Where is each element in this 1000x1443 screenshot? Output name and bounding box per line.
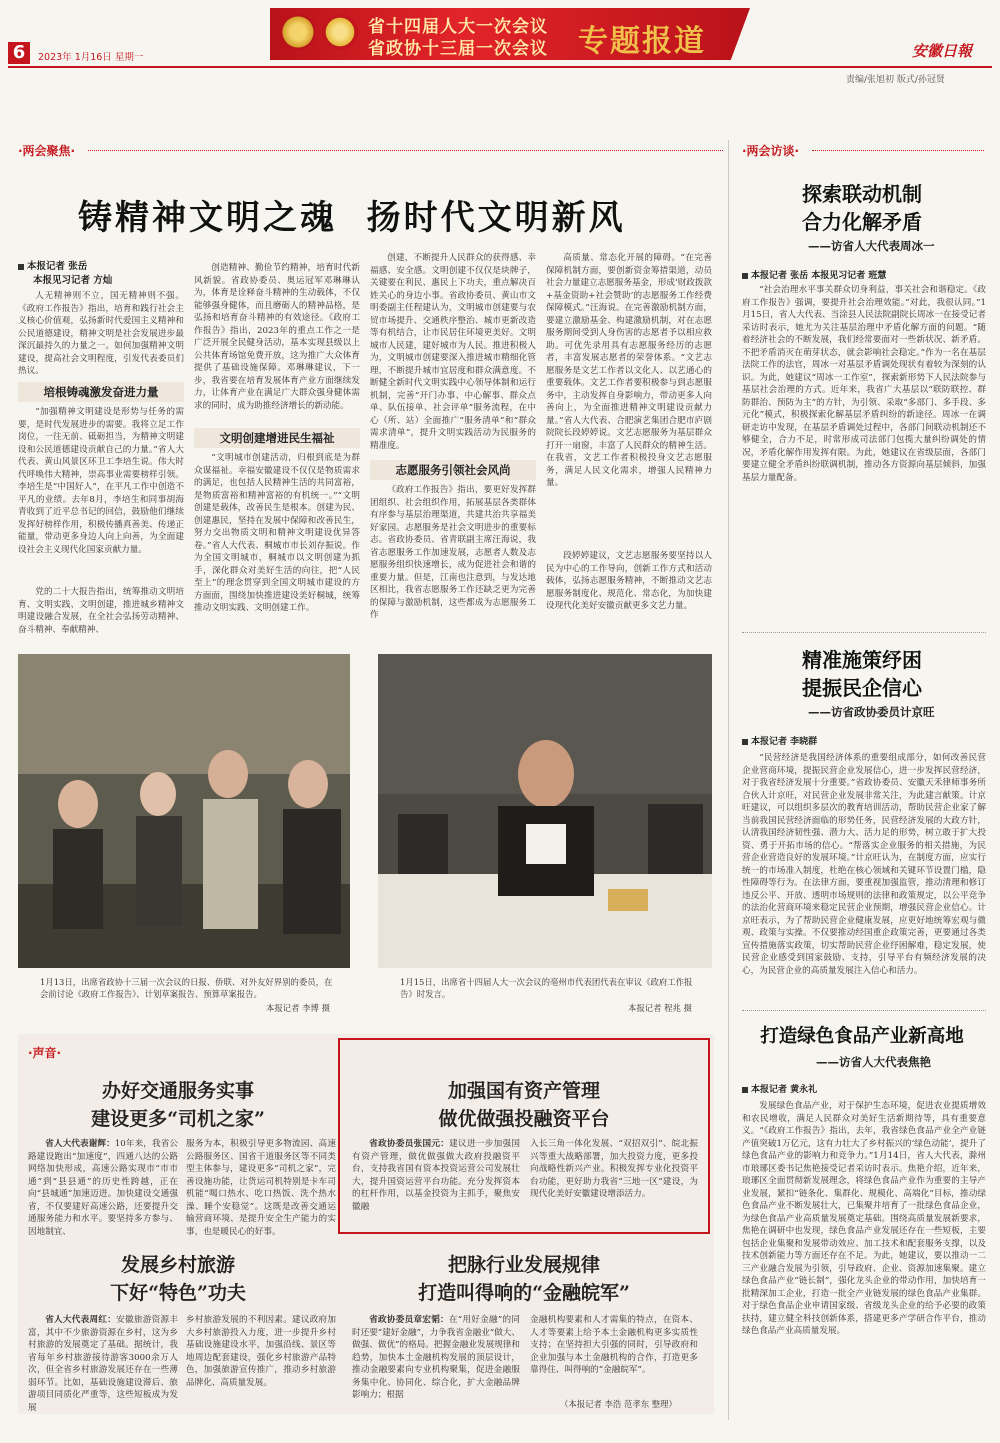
interview3-rule xyxy=(742,1010,986,1011)
interview1-subtitle: ——访省人大代表周冰一 xyxy=(808,239,935,253)
banner-line1: 省十四届人大一次会议 xyxy=(368,17,548,37)
voice4-speaker: 省政协委员章宏韬： xyxy=(369,1315,449,1325)
voice2-title2: 做优做强投融资平台 xyxy=(438,1108,610,1130)
interview3-subtitle: ——访省人大代表焦艳 xyxy=(816,1055,931,1069)
interview2-byline: 本报记者 李晓群 xyxy=(742,734,817,747)
photo-cppcc-discussion xyxy=(18,654,350,968)
voice3-title2: 下好“特色”功夫 xyxy=(110,1282,246,1304)
voice4-text-left: 省政协委员章宏韬：在“用好金融”的同时还要“建好金融”，力争我省金融业“做大、做强、做优”的格局。把握金融业发展规律和趋势，加快本土金融机构发展的顶层设计，推动金融要素向专业机构聚集，促进金融服务集中化、协同化、综合化，扩大金融品牌影响力；根据 xyxy=(352,1315,520,1400)
voices-credit: （本报记者 李浩 范孝东 整理） xyxy=(560,1399,677,1409)
interview2-text: “民营经济是我国经济体系的重要组成部分，如何改善民营企业营商环境，提振民营企业发展信心，进一步发挥民营经济，对于我省经济发展十分重要。”省政协委员、安徽天禾律师事务所合伙人计京旺，对民营企业发展非常关注，为此建言献策。计京旺建议，可以组织多层次的教育培训活动，帮助民营企业家了解当前我国民营经济面临的形势任务，民营经济发展的大政方针，认清我国经济韧性强、潜力大、活力足的形势，树立敢于扩大投资、勇于开拓市场的信心。“帮落实企业服务的相关措施，为民营企业营造良好的发展环境。”计京旺认为，在制度方面，应实行统一的市场准入制度，杜绝在核心领域和关键环节设置门槛，隐性障碍等行为。在法律方面，要重视加强监管，推动清理和修订违反公平、开放、透明市场规则的法律和政策规定，以公平竞争的法治化营商环境来稳定民营企业预期，增强民营企业信心。计京旺表示，为了帮助民营企业健康发展，应更好地统筹宏观与微观、政策与实操。不仅要推动经国重企政策完善，更要通过各类宣传措施落实政策，切实帮助民营企业纾困解难，稳定发展，使民营企业感受到国家鼓励、支持，引导平台有频经济发展的决心，为民营企业的高质量发展注入信心和活力。 xyxy=(742,753,986,976)
voice1-text-left: 省人大代表谢辉：10年来，我省公路建设跑出“加速度”，四通八达的公路网络加快形成，高速公路实现市“市市通”到“县县通”的历史性跨越，正在向“县城通”加速迈进。加快建设交通强省，不仅要建好高速公路，还要提升交通服务能力和水平。要坚持多方参与、因地制宜、 xyxy=(28,1139,178,1237)
subhead-1: 培根铸魂激发奋进力量 xyxy=(18,382,184,402)
interview1-title2: 合力化解矛盾 xyxy=(802,210,922,234)
main-headline: 铸精神文明之魂 扬时代文明新风 xyxy=(78,198,626,238)
column-divider xyxy=(728,140,729,1420)
header-bar xyxy=(0,0,1000,85)
voice3-speaker: 省人大代表周红： xyxy=(45,1315,117,1325)
cppcc-emblem-icon xyxy=(322,14,358,50)
section-tag-focus: ·两会聚焦· xyxy=(18,144,76,158)
voice1-title2: 建设更多“司机之家” xyxy=(91,1108,265,1130)
section-tag-interview: ·两会访谈· xyxy=(742,144,800,158)
interview2-rule xyxy=(742,632,986,633)
voice1-title1: 办好交通服务实事 xyxy=(101,1080,254,1102)
article-col4-p2: 段婷婷建议，文艺志愿服务要坚持以人民为中心的工作导向，创新工作方式和活动载体，弘扬志愿服务精神，不断推动文艺志愿服务制度化、规范化、常态化，为加快建设现代化美好安徽贡献更多文艺力量。 xyxy=(546,551,712,611)
paper-name: 安徽日報 xyxy=(912,42,973,60)
voice2-text-left: 省政协委员张国元：建议进一步加强国有资产管理，做优做强做大政府投融资平台，支持我省国有资本投资运营公司发展壮大，提升国资运营平台功能。充分发挥资本的杠杆作用，以基金投资为主抓手，聚焦安徽融 xyxy=(352,1139,520,1212)
photo2-caption: 1月15日，出席省十四届人大一次会议的亳州市代表团代表在审议《政府工作报告》时发言。 xyxy=(400,977,693,999)
photo-speaker-illustration xyxy=(378,654,712,968)
article-col2-p1: 创造精神、勤俭节约精神，培育时代新风新貌。省政协委员、奥运冠军邓琳琳认为，体育是诠释奋斗精神的生动载体，不仅能够强身健体，而且磨砺人的精神品格，是弘扬和培育奋斗精神的有效途径。《政府工作报告》指出，2023年的重点工作之一是广泛开展全民健身活动，基本实现县级以上公共体育场馆免费开放，这为推广大众体育提供了基础设施保障。邓琳琳建议，下一步，我省要在培育发展体育产业方面继续发力，让体育产业在满足广大群众强身健体需求的同时，成为助推经济增长的新动能。 xyxy=(194,263,360,411)
article-col1-p2: “加强精神文明建设是形势与任务的需要，是时代发展进步的需要。我将立足工作岗位，一往无前、砥砺担当，为精神文明建设和公民道德建设贡献自己的力量。”省人大代表、黄山风景区环卫工李培生说。伟大时代呼唤伟大精神，崇高事业需要榜样引领。李培生是“中国好人”，在平凡工作中创造不平凡的业绩。去年8月，李培生和同事胡海青收到了近平总书记的回信，鼓励他们继续发挥好榜样作用，积极传播真善美、传递正能量，带动更多身边人向上向善，为全面建设社会主义现代化国家贡献力量。 xyxy=(18,407,184,555)
byline-reporter: 本报记者 张岳 xyxy=(18,258,87,272)
byline-trainee: 本报见习记者 方灿 xyxy=(33,275,113,286)
voice2-title1: 加强国有资产管理 xyxy=(447,1080,600,1102)
section-tag-voices: ·声音· xyxy=(28,1046,62,1060)
banner-title: 专题报道 xyxy=(578,24,706,59)
voice3-text-left: 省人大代表周红：安徽旅游资源丰富，其中不少旅游资源在乡村，这为乡村旅游的发展奠定了基础。据统计，我省每年乡村旅游接待游客3000余万人次，但全省乡村旅游发展还存在一些薄弱环节。比如，基础设施建设滞后、旅游项目同质化严重等，这些短板成为发展 xyxy=(28,1315,178,1413)
voice2-text-right: 入长三角一体化发展、“双招双引”、皖北振兴等重大战略部署，加大投资力度，更多投向战略性新兴产业。积极发挥专业化投资平台功能，更好助力我省“三地一区”建设，为现代化美好安徽建设增添活力。 xyxy=(530,1139,698,1199)
header-rule xyxy=(8,66,992,68)
interview1-text: “社会治理水平事关群众切身利益，事关社会和谐稳定。《政府工作报告》强调，要提升社会治理效能。”对此，我很认同。”1月15日，省人大代表、当涂县人民法院副院长周冰一在接受记者采访时表示，她尤为关注基层治理中矛盾化解方面的问题。“随着经济社会的不断发展，我们经常要面对一些新状况、新矛盾。不把矛盾消灭在萌芽状态，就会影响社会稳定。”作为一名在基层法院工作的法官，周冰一对基层矛盾调处现状有着较为深刻的认识。为此，她建议“周冰一工作室”，探索新形势下人民法院参与基层社会治理的方式。近年来，我省广大基层以“联防联控、群防群治、预防为主”的方针，为引领、采取“多部门、多手段、多元化”模式，积极探索化解基层矛盾纠纷的新途径。周冰一在调研走访中发现，在基层矛盾调处过程中，各部门间联动机制还不够健全，合力不足，时常形成司法部门包揽大量纠纷调处的情况，矛盾化解作用发挥有限。为此，她建议在省级层面，各部门要建立健全矛盾纠纷联调机制，推动各方资源向基层倾斜，加强基层力量配备。 xyxy=(742,285,986,483)
voice3-title1: 发展乡村旅游 xyxy=(120,1254,235,1276)
photo2-credit: 本报记者 程兆 摄 xyxy=(628,1003,692,1013)
interview2-title1: 精准施策纾困 xyxy=(802,648,922,672)
article-col4-p1: 高质量、常态化开展的障碍。“在完善保障机制方面，要创新资金筹措渠道，动员社会力量建立志愿服务基金，形成‘财政拨款+基金资助+社会赞助’的志愿服务工作经费保障模式。”汪海说。在完善激励机制方面，要建立激励基金、构建激励机制，对在志愿服务期间受到人身伤害的志愿者予以相应救助。可优先录用具有志愿服务经历的志愿者，丰富发展志愿者的荣誉体系。“文艺志愿服务是文艺工作者以文化人、以艺通心的重要载体。文艺工作者要积极参与到志愿服务中，主动发挥自身影响力，带动更多人向善向上，为全面推进精神文明建设贡献力量。”省人大代表、合肥演艺集团合肥市庐剧院院长段婷婷说。文艺志愿服务为基层群众打开一扇窗，丰富了人民群众的精神生活。在我省，文艺工作者积极投身文艺志愿服务，满足人民文化需求，增强人民精神力量。 xyxy=(546,253,713,488)
national-emblem-icon xyxy=(280,14,316,50)
article-col1-p1: 人无精神则不立，国无精神则不强。《政府工作报告》指出，培育和践行社会主义核心价值观，弘扬新时代爱国主义精神和公民道德建设，精神文明是社会发展进步最深沉最持久的力量之一。如何加强精神文明建设，提高社会文明程度，引发代表委员们热议。 xyxy=(18,291,184,376)
voice3-text-right: 乡村旅游发展的不利因素。建议政府加大乡村旅游投入力度，进一步提升乡村基础设施建设水平，加强沿线、景区等地周边配套建设，强化乡村旅游产品特色，加强旅游宣传推广，推动乡村旅游品牌化、高质量发展。 xyxy=(186,1315,336,1388)
voice1-text-right: 服务为本，积极引导更多物流园、高速公路服务区、国省干道服务区等不同类型主体参与，建设更多“司机之家”，完善设施功能，让货运司机特别是卡车司机能“喝口热水、吃口热饭、洗个热水澡、睡个安稳觉”。这既是改善交通运输营商环境、是提升安全生产能力的实事，也是暖民心的好事。 xyxy=(186,1139,336,1237)
interview3-title1: 打造绿色食品产业新高地 xyxy=(760,1026,964,1047)
voice2-speaker: 省政协委员张国元： xyxy=(369,1139,450,1149)
article-col3-p2: 《政府工作报告》指出，要更好发挥群团组织、社会组织作用，拓展基层各类群体有序参与基层治理渠道，共建共治共享福美好家园。志愿服务是社会文明进步的重要标志。省政协委员、省青联副主席汪海说，我省志愿服务工作加速发展，志愿者人数及志愿服务组织快速增长，成为促进社会和谐的重要力量。但是，江南也注意到，与发达地区相比，我省志愿服务工作还缺乏更为完善的保障与激励机制，这些都成为志愿服务工作 xyxy=(370,485,536,620)
interview1-title1: 探索联动机制 xyxy=(802,182,922,206)
interview-tag-rule xyxy=(812,150,984,151)
section-rule xyxy=(88,150,723,151)
page-number: 6 xyxy=(8,42,30,64)
photo-npc-delegate xyxy=(378,654,712,968)
photo1-credit: 本报记者 李博 摄 xyxy=(266,1003,330,1013)
interview2-title2: 提振民企信心 xyxy=(802,676,922,700)
article-col2-p2: “文明城市创建活动，归根到底是为群众谋福祉。幸福安徽建设不仅仅是物质需求的满足，也包括人民精神生活的共同富裕，是物质富裕和精神富裕的有机统一。”“文明创建是载体，改善民生是根本。创建为民、创建惠民，坚持在发展中保障和改善民生，努力交出物质文明和精神文明建设优异答卷。”省人大代表、桐城市市长刘存振说。作为全国文明城市，桐城市以文明创建为抓手，深化群众对美好生活的向往，把“人民至上”的理念贯穿到全国文明城市建设的方方面面，围绕加快推进建设美好桐城，统筹推动文明实践、文明创建工作。 xyxy=(194,453,360,613)
interview2-subtitle: ——访省政协委员计京旺 xyxy=(808,705,935,719)
voice1-speaker: 省人大代表谢辉： xyxy=(45,1139,115,1149)
voice4-title1: 把脉行业发展规律 xyxy=(447,1254,600,1276)
voice4-title2: 打造叫得响的“金融皖军” xyxy=(418,1282,630,1304)
subhead-3: 志愿服务引领社会风尚 xyxy=(370,460,536,480)
subhead-2: 文明创建增进民生福祉 xyxy=(194,428,360,448)
interview3-text: 发展绿色食品产业，对于保护生态环境，促进农业提质增效和农民增收，满足人民群众对美好生活新期待等，具有重要意义。“《政府工作报告》指出，去年，我省绿色食品产业全产业链产值突破1万亿元，这有力壮大了乡村振兴的‘绿色动能’，提升了绿色食品产业的影响力和竞争力。”1月14日，省人大代表，滁州市琅琊区委书记焦艳接受记者采访时表示。焦艳介绍，近年来，琅琊区全面贯彻新发展理念，将绿色食品产业作为重要的主导产业发展，紧扣“链条化、集群化、规模化、高端化”目标，推动绿色食品产业不断发展壮大，已集聚并培育了一批绿色食品企业，为绿色食品产业高质量发展奠定基础。围绕高质量发展新要求，焦艳在调研中也发现，绿色食品产业发展还存在一些短板，主要包括企业集聚和发展带动效应、加工技术和配套服务支撑，以及技术创新能力等方面还存在不足。为此，她建议，要以推动一二三产业融合发展为引领，引导政府、企业、资源加速集聚。建立绿色食品产业“链长制”，强化龙头企业的带动作用，加快培育一批精深加工企业，打造一批全产业链发展的绿色食品产业集群。对于绿色食品企业申请国家级、省级龙头企业的给予必要的政策扶持，建立健全科技创新体系，搭建更多产学研合作平台，推动绿色食品产业高质量发展。 xyxy=(742,1101,986,1336)
issue-date: 2023年 1月16日 星期一 xyxy=(38,52,144,63)
interview3-byline: 本报记者 黄永礼 xyxy=(742,1082,817,1095)
banner-line2: 省政协十三届一次会议 xyxy=(368,39,548,59)
interview1-byline: 本报记者 张岳 本报见习记者 班慧 xyxy=(742,268,886,281)
article-col1-p3: 党的二十大报告指出，统筹推动文明培育、文明实践、文明创建，推进城乡精神文明建设融合发展，在全社会弘扬劳动精神、奋斗精神、奉献精神、 xyxy=(18,587,184,635)
editors-credit: 责编/张旭初 版式/孙冠贤 xyxy=(846,75,945,85)
photo1-caption: 1月13日，出席省政协十三届一次会议的日报、侨联、对外友好界别的委员，在会前讨论《政府工作报告》、计划草案报告、预算草案报告。 xyxy=(40,977,333,999)
voice4-text-right: 金融机构要素和人才需集的特点，在资本、人才等要素上给予本土金融机构更多实质性支持；在坚持担大引强的同时，引导政府和企业加强与本土金融机构的合作，打造更多靠得住、叫得响的“金融皖军”。 xyxy=(530,1315,698,1375)
article-col3-p1: 创建，不断提升人民群众的获得感、幸福感、安全感。文明创建不仅仅是块牌子，关键要在利民、惠民上下功夫，重点解决百姓关心的身边小事。省政协委员、黄山市文明委副主任程建认为，文明城市创建要与农贸市场提升、交通秩序整治、城市更新改造等有机结合，让市民居住环境更美好。文明城市人民建，建好城市为人民。推进积极人为，文明城市创建要深入推进城市精细化管理，不断提升城市宜居度和群众满意度。不断健全新时代文明实践中心领导体制和运行机制，完善“开门办事、中心解事、群众点单、队伍接单、社会评单”服务流程，在中心（所、站）全面推广“服务清单”和“群众需求清单”，提升文明实践活动为民服务的精准度。 xyxy=(370,253,536,451)
photo-people-illustration xyxy=(18,654,350,968)
